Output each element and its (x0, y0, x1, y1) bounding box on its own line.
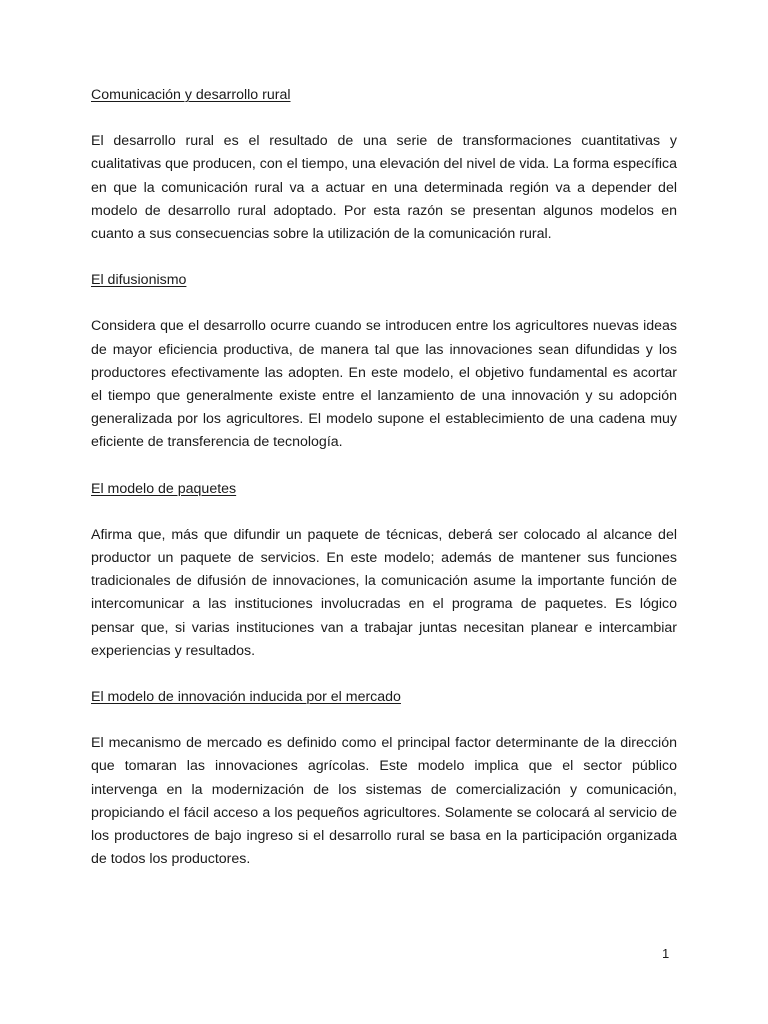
spacer (91, 501, 677, 524)
section-heading-mercado: El modelo de innovación inducida por el mercado (91, 689, 401, 706)
spacer (91, 246, 677, 269)
spacer (91, 455, 677, 478)
section-heading-paquetes: El modelo de paquetes (91, 480, 237, 497)
section-paragraph-comunicacion: El desarrollo rural es el resultado de una serie de transformaciones cuantitativas y cualitativas que producen, con el tiempo, una elevación del nivel de vida. La forma específica en que la comunicación rural va a actuar en una determinada región va a depender del modelo de desarrollo rural adoptado. Por esta razón se presentan algunos modelos en cuanto a sus consecuencias sobre la utilización de la comunicación rural. (91, 133, 677, 243)
section-heading-difusionismo: El difusionismo (91, 272, 187, 289)
section-paragraph-paquetes: Afirma que, más que difundir un paquete de técnicas, deberá ser colocado al alcance del productor un paquete de servicios. En este modelo; además de mantener sus funciones tradicionales de difusión de innovaciones, la comunicación asume la importante función de intercomunicar a las instituciones involucradas en el programa de paquetes. Es lógico pensar que, si varias instituciones van a trabajar juntas necesitan planear e intercambiar experiencias y resultados. (91, 526, 677, 659)
section-paragraph-difusionismo: Considera que el desarrollo ocurre cuando se introducen entre los agricultores nuevas ideas de mayor eficiencia productiva, de manera tal que las innovaciones sean difundidas y los productores efectivamente las adopten. En este modelo, el objetivo fundamental es acortar el tiempo que generalmente existe entre el lanzamiento de una innovación y su adopción generalizada por los agricultores. El modelo supone el establecimiento de una cadena muy eficiente de transferencia de tecnología. (91, 318, 677, 451)
document-body (91, 84, 677, 871)
spacer (91, 292, 677, 315)
spacer (91, 107, 677, 130)
section-heading-comunicacion: Comunicación y desarrollo rural (91, 87, 291, 103)
page-number: 1 (662, 946, 670, 961)
spacer (91, 663, 677, 686)
section-paragraph-mercado: El mecanismo de mercado es definido como el principal factor determinante de la dirección que tomaran las innovaciones agrícolas. Este modelo implica que el sector público intervenga en la modernización de los sistemas de comercialización y comunicación, propiciando el fácil acceso a los pequeños agricultores. Solamente se colocará al servicio de los productores de bajo ingreso si el desarrollo rural se basa en la participación organizada de todos los productores. (91, 735, 677, 868)
spacer (91, 709, 677, 732)
